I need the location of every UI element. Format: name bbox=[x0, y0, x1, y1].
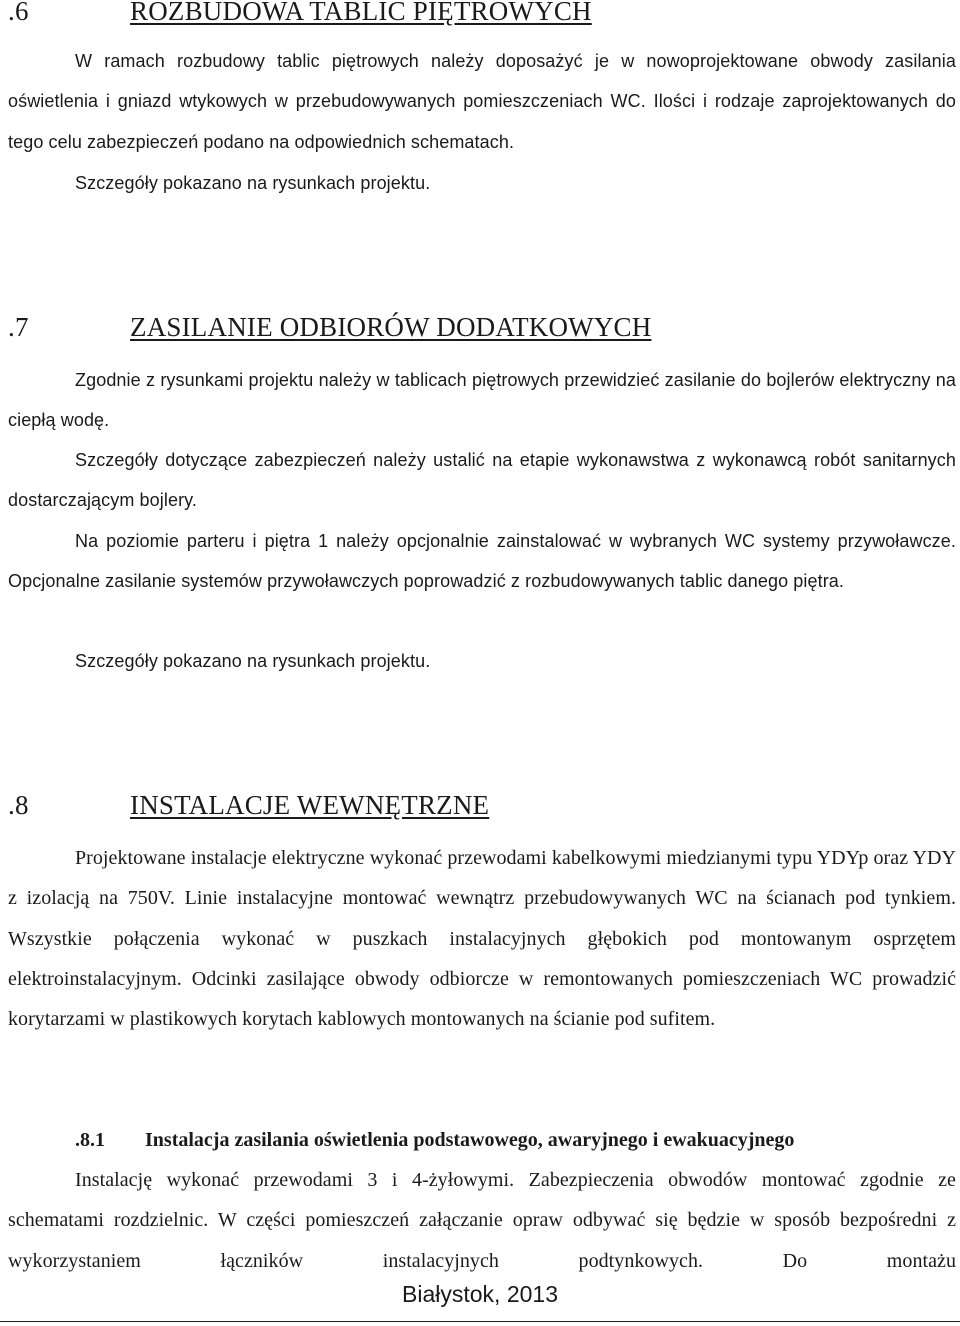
section-7-paragraph-3: Na poziomie parteru i piętra 1 należy opcjonalnie zainstalować w wybranych WC systemy przywoławcze. Opcjonalne zasilanie systemów przywoławczych poprowadzić z rozbudowywanych tablic danego piętra. bbox=[8, 531, 956, 592]
section-6-paragraph-2: Szczegóły pokazano na rysunkach projektu. bbox=[75, 173, 431, 193]
section-7-paragraph-1: Zgodnie z rysunkami projektu należy w tablicach piętrowych przewidzieć zasilanie do bojlerów elektryczny na ciepłą wodę. bbox=[8, 370, 956, 431]
section-8-paragraph-1: Projektowane instalacje elektryczne wykonać przewodami kabelkowymi miedzianymi typu YDYp oraz YDY z izolacją na 750V. Linie instalacyjne montować wewnątrz przebudowywanych WC na ścianach pod tynkiem. Wszystkie połączenia wykonać w puszkach instalacyjnych głębokich pod montowanym osprzętem elektroinstalacyjnym. Odcinki zasilające obwody odbiorcze w remontowanych pomieszczeniach WC prowadzić korytarzami w plastikowych korytach kablowych montowanych na ścianie pod sufitem. bbox=[8, 847, 956, 1031]
section-7-title: ZASILANIE ODBIORÓW DODATKOWYCH bbox=[130, 312, 652, 342]
page-footer: Białystok, 2013 bbox=[402, 1281, 558, 1307]
section-8-1-number: .8.1 bbox=[75, 1129, 105, 1151]
section-6-paragraph-1: W ramach rozbudowy tablic piętrowych należy doposażyć je w nowoprojektowane obwody zasilania oświetlenia i gniazd wtykowych w przebudowywanych pomieszczeniach WC. Ilości i rodzaje zaprojektowanych do tego celu zabezpieczeń podano na odpowiednich schematach. bbox=[8, 51, 956, 152]
section-7-heading bbox=[8, 312, 651, 343]
section-6-heading bbox=[8, 0, 592, 27]
section-7-number: .7 bbox=[8, 312, 29, 342]
section-7-paragraph-2: Szczegóły dotyczące zabezpieczeń należy ustalić na etapie wykonawstwa z wykonawcą robót sanitarnych dostarczającym bojlery. bbox=[8, 450, 956, 511]
section-6-title: ROZBUDOWA TABLIC PIĘTROWYCH bbox=[130, 0, 592, 26]
section-6-number: .6 bbox=[8, 0, 29, 26]
section-8-1-paragraph-1: Instalację wykonać przewodami 3 i 4-żyłowymi. Zabezpieczenia obwodów montować zgodnie ze schematami rozdzielnic. W części pomieszczeń załączanie opraw odbywać się będzie w sposób bezpośredni z wykorzystaniem łączników instalacyjnych podtynkowych. Do montażu bbox=[8, 1169, 956, 1272]
section-8-title: INSTALACJE WEWNĘTRZNE bbox=[130, 790, 490, 820]
section-8-1-title: Instalacja zasilania oświetlenia podstawowego, awaryjnego i ewakuacyjnego bbox=[145, 1129, 795, 1151]
section-7-paragraph-4: Szczegóły pokazano na rysunkach projektu. bbox=[75, 651, 431, 671]
section-8-heading bbox=[8, 790, 489, 821]
section-8-1-heading bbox=[75, 1129, 794, 1152]
footer-rule bbox=[0, 1321, 960, 1322]
section-8-number: .8 bbox=[8, 790, 29, 820]
